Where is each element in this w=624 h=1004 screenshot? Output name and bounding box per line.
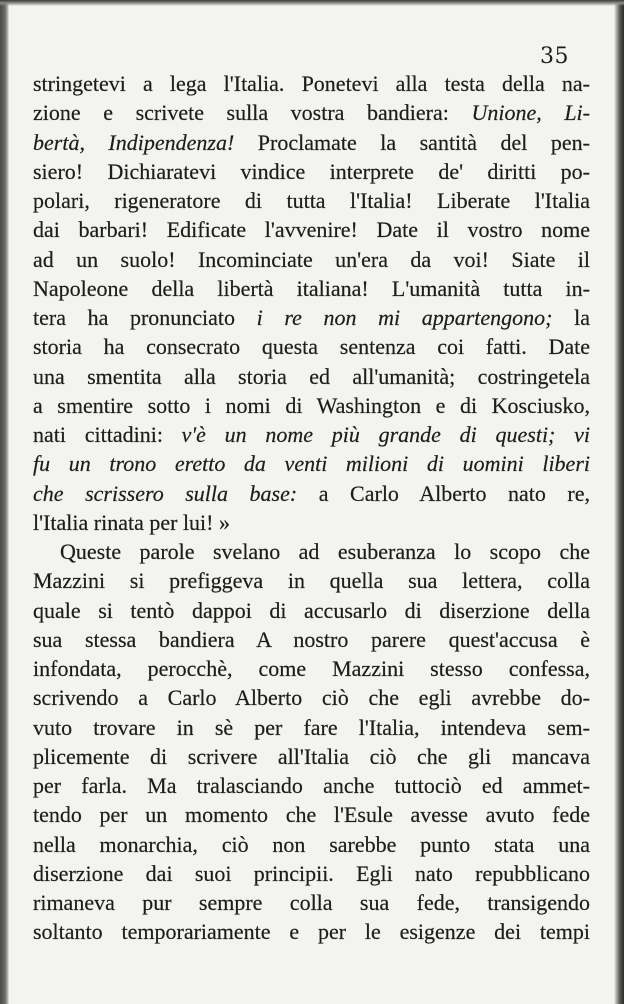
text-line [33, 421, 590, 448]
text-segment: nella monarchia, ciò non sarebbe punto stata una [33, 831, 590, 857]
text-segment: l'Italia rinata per lui! » [33, 509, 230, 535]
text-segment: sua stessa bandiera A nostro parere quest'accusa è [33, 626, 590, 652]
text-line [33, 918, 590, 945]
text-line [33, 333, 590, 360]
text-segment: tendo per un momento che l'Esule avesse avuto fede [33, 802, 590, 828]
page-top-shadow [0, 0, 624, 6]
text-line [33, 567, 590, 594]
text-line [33, 655, 590, 682]
italic-text-segment: Unione, Li- [471, 100, 590, 126]
page-left-shadow [0, 0, 9, 1004]
text-line [33, 392, 590, 419]
text-line [33, 597, 590, 624]
text-segment: storia ha consecrato questa sentenza coi fatti. Date [33, 334, 590, 360]
text-segment: rimaneva pur sempre colla sua fede, transigendo [33, 890, 590, 915]
page-right-shadow [614, 0, 624, 1004]
text-segment: vuto trovare in sè per fare l'Italia, intendeva sem- [33, 714, 590, 740]
text-line [33, 860, 590, 887]
text-segment: zione e scrivete sulla vostra bandiera: [33, 100, 472, 126]
text-line [33, 363, 590, 390]
text-segment: per farla. Ma tralasciando anche tuttociò ed ammet- [33, 773, 590, 798]
text-segment: dai barbari! Edificate l'avvenire! Date il vostro nome [33, 217, 590, 243]
text-segment: plicemente di scrivere all'Italia ciò che gli mancava [33, 743, 590, 769]
page-number: 35 [540, 44, 569, 69]
text-line [33, 450, 590, 477]
text-segment: Queste parole svelano ad esuberanza lo scopo che [60, 539, 590, 564]
text-segment: Napoleone della libertà italiana! L'umanità tutta in- [33, 275, 590, 301]
text-segment: tera ha pronunciato [33, 305, 257, 330]
text-line [33, 714, 590, 741]
text-segment: stringetevi a lega l'Italia. Ponetevi alla testa della na- [33, 71, 590, 96]
text-segment: Mazzini si prefiggeva in quella sua lettera, colla [33, 568, 590, 594]
text-line [33, 889, 590, 916]
text-line [33, 187, 590, 214]
text-line [33, 801, 590, 828]
text-line [33, 480, 590, 507]
text-line [33, 743, 590, 770]
italic-text-segment: fu un trono eretto da venti milioni di uomini liberi [33, 451, 590, 477]
text-segment: polari, rigeneratore di tutta l'Italia! Liberate l'Italia [33, 188, 590, 213]
text-segment: nati cittadini: [33, 422, 182, 447]
text-line [33, 304, 590, 331]
text-segment: Proclamate la santità del pen- [234, 129, 591, 155]
text-line [60, 538, 590, 565]
text-segment: scrivendo a Carlo Alberto ciò che egli avrebbe do- [33, 685, 590, 711]
text-line [33, 772, 590, 799]
text-segment: ad un suolo! Incominciate un'era da voi! Siate il [33, 246, 590, 272]
text-line [33, 831, 590, 858]
text-segment: soltanto temporariamente e per le esigenze dei tempi [33, 919, 590, 945]
italic-text-segment: che scrissero sulla base: [33, 480, 298, 506]
text-line [33, 216, 590, 243]
text-line [33, 158, 590, 185]
text-segment: siero! Dichiaratevi vindice interprete de' diritti po- [33, 158, 590, 184]
text-segment: una smentita alla storia ed all'umanità; costringetela [33, 363, 590, 389]
text-segment: infondata, perocchè, come Mazzini stesso confessa, [33, 656, 590, 681]
text-line [33, 626, 590, 653]
text-segment: diserzione dai suoi principii. Egli nato repubblicano [33, 860, 590, 886]
text-line [33, 70, 590, 97]
italic-text-segment: v'è un nome più grande di questi; vi [181, 422, 590, 447]
text-segment: quale si tentò dappoi di accusarlo di diserzione della [33, 597, 590, 623]
text-line [33, 129, 590, 156]
text-line [33, 275, 590, 302]
italic-text-segment: bertà, Indipendenza! [33, 129, 235, 155]
text-line [33, 684, 590, 711]
text-line [33, 99, 590, 126]
text-segment: la [552, 305, 590, 330]
text-line [33, 509, 230, 536]
text-line [33, 246, 590, 273]
text-segment: a smentire sotto i nomi di Washington e di Kosciusko, [33, 392, 590, 418]
italic-text-segment: i re non mi appartengono; [256, 305, 553, 330]
text-segment: a Carlo Alberto nato re, [297, 480, 590, 506]
